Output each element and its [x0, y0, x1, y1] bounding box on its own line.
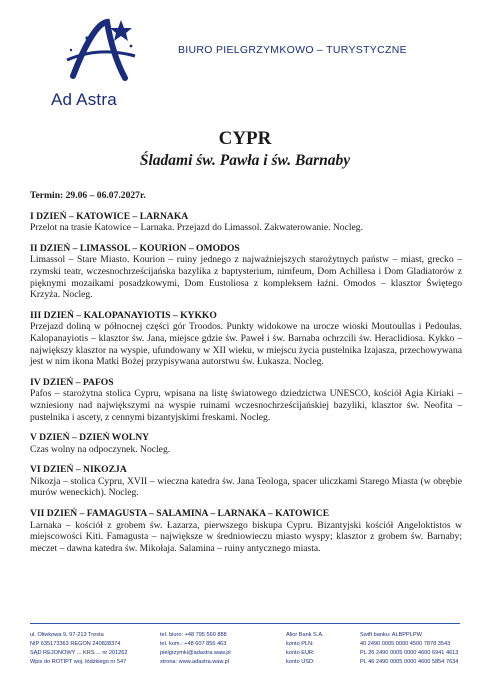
trip-dates: Termin: 29.06 – 06.07.2027r. — [30, 190, 146, 201]
footer-phone-mobile: tel. kom.: +48 607 856 463 — [160, 641, 227, 647]
day-title: II DZIEŃ – LIMASSOL – KOURION – OMODOS — [30, 242, 240, 254]
footer-website-link[interactable]: strona: www.adastra.waw.pl — [160, 659, 230, 665]
day-title: I DZIEŃ – KATOWICE – LARNAKA — [30, 210, 189, 222]
footer-account-label: konto USD: — [286, 659, 315, 665]
itinerary — [30, 190, 462, 563]
footer-account-number: PL 46 2490 0005 0000 4600 5854 7634 — [360, 659, 459, 665]
day-description: Larnaka – kościół z grobem św. Łazarza, pierwszego biskupa Cypru. Bizantyjski kościół Angeloktistos w miejscowości Kiti. Famagusta – największe w średniowieczu miasto wyspy; klasztor z grobem św. Barnaby; meczet – dawna katedra św. Mikołaja. Salamina – ruiny antycznego miasta. — [30, 519, 462, 554]
star-a-logo-icon — [63, 16, 139, 88]
day-title: V DZIEŃ – DZIEŃ WOLNY — [30, 432, 150, 444]
day-title: IV DZIEŃ – PAFOS — [30, 376, 114, 388]
page-subtitle: Śladami św. Pawła i św. Barnaby — [139, 152, 351, 169]
footer-court-registry: SĄD REJONOWY ... KRS ... nr 201262 — [30, 650, 128, 656]
footer-email-link[interactable]: pielgrzymki@adastra.waw.pl — [160, 650, 231, 656]
footer-address: ul. Oliwkowa 9, 97-213 Tresta — [30, 632, 104, 638]
footer-account-number: PL 26 2490 0005 0000 4600 6941 4613 — [360, 650, 459, 656]
footer-bank-accounts — [360, 631, 458, 667]
footer-account-label: konto EUR: — [286, 650, 315, 656]
day-description: Nikozja – stolica Cypru, XVII – wieczna katedra św. Jana Teologa, spacer uliczkami Starego Miasta (w obrębie murów weneckich). Nocleg. — [30, 475, 462, 499]
footer-rotipt: Wpis do ROTIPT woj. łódzkiego nr 547 — [30, 659, 127, 665]
itinerary-day — [30, 243, 462, 301]
day-description: Pafos – starożytna stolica Cypru, wpisana na listę światowego dziedzictwa UNESCO, kościół Agia Kiriaki – wzniesiony nad największymi na wyspie ruinami wczesnochrześcijańskiej bazyliki, klasztor św. Neofita – pustelnika i ascety, z cennymi bizantyjskimi freskami. Nocleg. — [30, 388, 462, 423]
page-footer — [30, 631, 460, 691]
footer-swift: Swift banku: ALBPPLPW — [360, 632, 422, 638]
footer-bank-labels — [286, 631, 324, 667]
itinerary-day — [30, 310, 462, 368]
day-title: VI DZIEŃ – NIKOZJA — [30, 464, 127, 476]
logo-text: Ad Astra — [51, 90, 117, 109]
itinerary-day — [30, 432, 462, 455]
day-description: Przelot na trasie Katowice – Larnaka. Przejazd do Limassol. Zakwaterowanie. Nocleg. — [30, 222, 363, 234]
footer-divider — [30, 623, 460, 624]
day-title: VII DZIEŃ – FAMAGUSTA – SALAMINA – LARNAKA – KATOWICE — [30, 508, 330, 520]
itinerary-day — [30, 211, 462, 234]
footer-bank-name: Alior Bank S.A. — [286, 632, 324, 638]
ad-astra-logo — [45, 16, 155, 112]
footer-account-number: 40 2490 0005 0000 4500 7878 3543 — [360, 641, 451, 647]
day-description: Przejazd doliną w północnej części gór Troodos. Punkty widokowe na urocze wioski Moutoullas i Pedoulas. Kalopanayiotis – klasztor św. Jana, miejsce gdzie św. Paweł i św. Barnaba ochrzcili św. Heraclidiosa. Kykko – największy klasztor na wyspie, ufundowany w XII wieku, w miejscu życia pustelnika Izajasza, przechowywana jest w nim ikona Matki Bożej przypisywana autorstwu św. Łukasza. Nocleg. — [30, 321, 462, 368]
footer-account-label: konto PLN: — [286, 641, 314, 647]
page-title: CYPR — [218, 128, 272, 149]
itinerary-day — [30, 508, 462, 554]
agency-name: BIURO PIELGRZYMKOWO – TURYSTYCZNE — [178, 44, 407, 56]
itinerary-day — [30, 464, 462, 499]
footer-nip-regon: NIP 635173363 REGON 240828374 — [30, 641, 121, 647]
footer-contact — [160, 631, 231, 667]
day-title: III DZIEŃ – KALOPANAYIOTIS – KYKKO — [30, 309, 217, 321]
page-header — [0, 0, 490, 120]
day-description: Limassol – Stare Miasto. Kourion – ruiny jednego z najważniejszych starożytnych państw – miast, grecko – rzymski teatr, wczesnochrześcijańska bazylika z baptysterium, nimfeum, Dom Achillesa i Dom Gladiatorów z pięknymi mozaikami posadzkowymi, Dom Eustoliosa z kompleksem łaźni. Omodos – klasztor Świętego Krzyża. Nocleg. — [30, 254, 462, 301]
itinerary-day — [30, 377, 462, 423]
footer-phone-office: tel. biuro: +48 795 560 888 — [160, 632, 227, 638]
day-description: Czas wolny na odpoczynek. Nocleg. — [30, 443, 171, 455]
footer-company-info — [30, 631, 128, 667]
